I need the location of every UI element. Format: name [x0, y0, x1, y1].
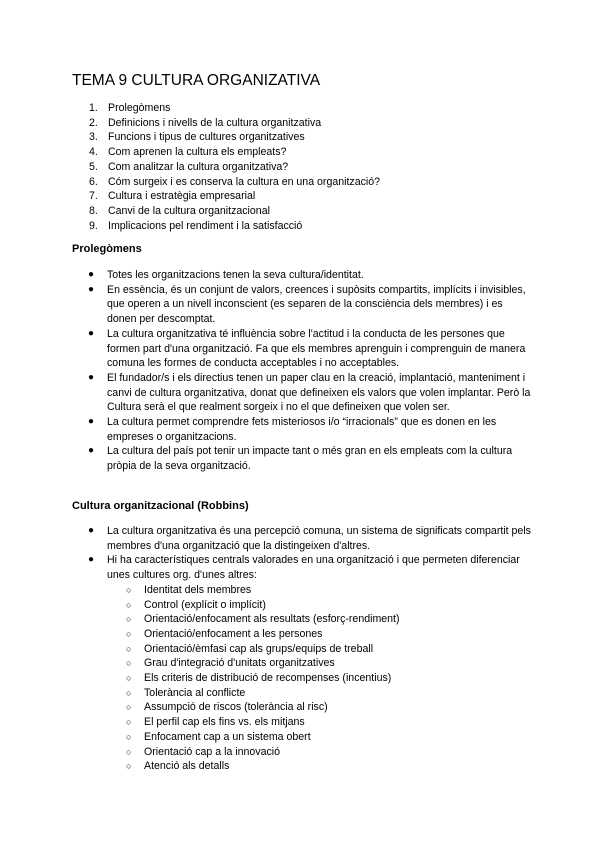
sublist-item: ○ Orientació/èmfasi cap als grups/equips de treball	[126, 642, 374, 655]
sublist-item: ○ Control (explícit o implícit)	[126, 598, 266, 611]
list-item: ● La cultura organitzativa és una percepció comuna, un sistema de significats compartit pels membres d'una organització que la distingeixen d'altres.	[88, 525, 531, 552]
circle-bullet-icon: ○	[126, 761, 132, 772]
document-title: TEMA 9 CULTURA ORGANIZATIVA	[72, 72, 321, 89]
toc-item: 3. Funcions i tipus de cultures organitzatives	[89, 131, 305, 144]
sublist-item: ○ Grau d'integració d'unitats organitzatives	[126, 657, 335, 670]
list-item: ● La cultura del país pot tenir un impacte tant o més gran en els empleats com la cultura pròpia de la seva organització.	[88, 445, 513, 473]
sublist-item: ○ Identitat dels membres	[126, 583, 252, 596]
bullet-icon: ●	[88, 269, 95, 280]
bullet-icon: ●	[88, 445, 95, 457]
bullet-icon: ●	[88, 554, 95, 566]
sublist-item: ○ Orientació/enfocament als resultats (esforç-rendiment)	[126, 613, 400, 626]
table-of-contents	[72, 101, 532, 233]
prolegomens-bullet-list	[72, 268, 532, 474]
list-item: ● Totes les organitzacions tenen la seva cultura/identitat.	[88, 269, 364, 281]
sublist-item: ○ Orientació/enfocament a les persones	[126, 627, 323, 640]
sublist-item: ○ Assumpció de riscos (tolerància al risc)	[126, 701, 328, 714]
section-heading-prolegomens: Prolegòmens	[72, 243, 142, 255]
toc-item: 9. Implicacions pel rendiment i la satisfacció	[89, 219, 303, 232]
list-item: ● La cultura organitzativa té influència sobre l'actitud i la conducta de les persones que formen part d'una organització. Fa que els membres aprenguin i comprenguin de manera comuna les formes de conducta acceptables i no acceptables.	[88, 327, 526, 370]
list-item: ● El fundador/s i els directius tenen un paper clau en la creació, implantació, manteniment i canvi de cultura organitzativa, donat que defineixen els valors que volen implantar. Però la Cultura serà el que realment sorgeix i no el que defineixen que volen ser.	[88, 371, 531, 414]
bullet-icon: ●	[88, 416, 95, 428]
circle-bullet-icon: ○	[126, 643, 132, 654]
bullet-icon: ●	[88, 525, 95, 536]
toc-item: 8. Canvi de la cultura organitzacional	[89, 204, 270, 217]
list-item: ● En essència, és un conjunt de valors, creences i supòsits compartits, implícits i invisibles, que operen a un nivell inconscient (es separen de la consciència dels membres) i es donen per descomptat.	[88, 283, 526, 326]
characteristics-sublist	[107, 583, 532, 774]
bullet-icon: ●	[88, 327, 95, 339]
bullet-icon: ●	[88, 283, 95, 295]
circle-bullet-icon: ○	[126, 687, 132, 698]
circle-bullet-icon: ○	[126, 673, 132, 684]
sublist-item: ○ Tolerància al conflicte	[126, 686, 246, 699]
circle-bullet-icon: ○	[126, 599, 132, 610]
circle-bullet-icon: ○	[126, 717, 132, 728]
circle-bullet-icon: ○	[126, 584, 132, 595]
list-item: ● Hi ha característiques centrals valorades en una organització i que permeten diferenciar unes cultures org. d'unes altres: ○ Identitat dels membres ○ Control (explícit o implícit) ○ Orientació/enfocament als resultats (esforç-rendiment) ○ Orientació/enfocament a les persones ○ Orientació/èmfasi cap als grups/equips de treball ○ Grau d'integració d'unitats organitzatives ○ Els criteris de distribució de recompenses (incentius) ○ Tolerància al conflicte ○ Assumpció de riscos (tolerància al risc) ○ El perfil cap els fins vs. els mitjans ○ Enfocament cap a un sistema obert ○ Orientació cap a la innovació ○ Atenció als detalls	[72, 553, 532, 774]
sublist-item: ○ Atenció als detalls	[126, 760, 230, 773]
toc-item: 5. Com analitzar la cultura organitzativa?	[89, 160, 289, 173]
list-item: ● La cultura permet comprendre fets misteriosos i/o “irracionals” que es donen en les empreses o organitzacions.	[88, 416, 497, 443]
circle-bullet-icon: ○	[126, 731, 132, 742]
bullet-icon: ●	[88, 371, 95, 383]
sublist-item: ○ Enfocament cap a un sistema obert	[126, 730, 311, 743]
toc-item: 4. Com aprenen la cultura els empleats?	[89, 146, 287, 159]
toc-item: 2. Definicions i nivells de la cultura organitzativa	[89, 116, 322, 129]
sublist-item: ○ Els criteris de distribució de recompenses (incentius)	[126, 672, 392, 685]
toc-item: 6. Cóm surgeix i es conserva la cultura en una organització?	[89, 175, 381, 188]
toc-item: 7. Cultura i estratègia empresarial	[89, 190, 256, 203]
circle-bullet-icon: ○	[126, 658, 132, 669]
circle-bullet-icon: ○	[126, 702, 132, 713]
circle-bullet-icon: ○	[126, 628, 132, 639]
cultura-organitzacional-bullet-list	[72, 524, 532, 774]
sublist-item: ○ El perfil cap els fins vs. els mitjans	[126, 716, 305, 729]
sublist-item: ○ Orientació cap a la innovació	[126, 745, 281, 758]
section-heading-cultura-organitzacional: Cultura organitzacional (Robbins)	[72, 500, 249, 512]
toc-item: 1. Prolegòmens	[89, 102, 171, 114]
circle-bullet-icon: ○	[126, 614, 132, 625]
circle-bullet-icon: ○	[126, 746, 132, 757]
